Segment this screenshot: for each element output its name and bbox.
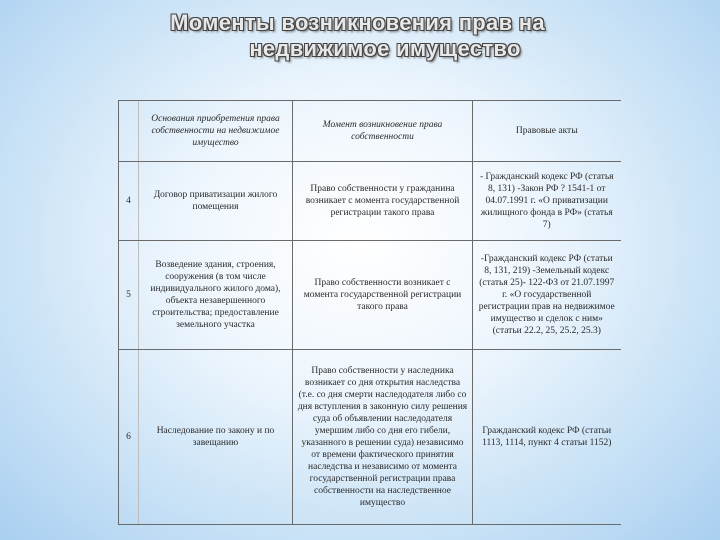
- row-number: 4: [119, 162, 139, 241]
- header-grounds: Основания приобретения права собственности на недвижимое имущество: [139, 101, 293, 162]
- table-row: [119, 350, 621, 525]
- table-header-row: [119, 101, 621, 162]
- row-moment: Право собственности у гражданина возникает с момента государственной регистрации такого права: [293, 162, 473, 241]
- table-row: [119, 162, 621, 241]
- slide-title: [0, 10, 720, 62]
- row-moment: Право собственности у наследника возникает со дня открытия наследства (т.е. со дня смерти наследодателя либо со дня вступления в законную силу решения суда об объявлении наследодателя умершим либо со дня его гибели, указанного в решении суда) независимо от времени фактического принятия наследства и независимо от момента государственной регистрации права собственности на наследственное имущество: [293, 350, 473, 525]
- slide-title-line2: недвижимое имущество: [249, 36, 521, 61]
- header-moment: Момент возникновение права собственности: [293, 101, 473, 162]
- row-acts: -Гражданский кодекс РФ (статьи 8, 131, 219) -Земельный кодекс (статья 25)- 122-ФЗ от 21.07.1997 г. «О государственной регистрации прав на недвижимое имущество и сделок с ним» (статьи 22.2, 25, 25.2, 25.3): [473, 241, 621, 350]
- row-grounds: Наследование по закону и по завещанию: [139, 350, 293, 525]
- row-acts: Гражданский кодекс РФ (статьи 1113, 1114, пункт 4 статьи 1152): [473, 350, 621, 525]
- property-rights-table: [118, 100, 621, 525]
- header-num-cell: [119, 101, 139, 162]
- row-grounds: Договор приватизации жилого помещения: [139, 162, 293, 241]
- row-acts: - Гражданский кодекс РФ (статья 8, 131) -Закон РФ ? 1541-1 от 04.07.1991 г. «О приватизации жилищного фонда в РФ» (статья 7): [473, 162, 621, 241]
- row-number: 6: [119, 350, 139, 525]
- row-number: 5: [119, 241, 139, 350]
- row-grounds: Возведение здания, строения, сооружения (в том числе индивидуального жилого дома), объекта незавершенного строительства; предоставление земельного участка: [139, 241, 293, 350]
- header-acts: Правовые акты: [473, 101, 621, 162]
- slide-title-line1: Моменты возникновения прав на: [170, 10, 545, 35]
- row-moment: Право собственности возникает с момента государственной регистрации такого права: [293, 241, 473, 350]
- table-row: [119, 241, 621, 350]
